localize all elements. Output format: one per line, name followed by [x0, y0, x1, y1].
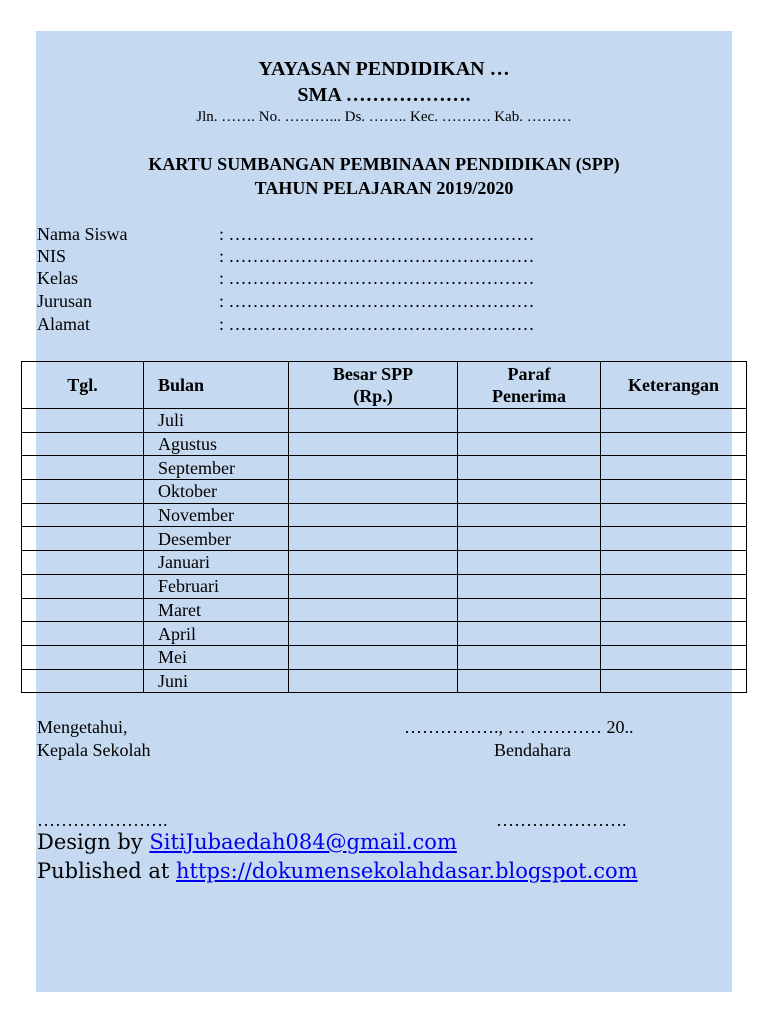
date-line: ……………., … ………… 20.. [404, 717, 634, 737]
cell-bulan: Oktober [144, 480, 289, 504]
header-paraf-line1: Paraf [507, 364, 551, 384]
cell-tgl[interactable] [22, 574, 144, 598]
cell-besar-spp[interactable] [289, 503, 458, 527]
acknowledged-label: Mengetahui, [37, 717, 128, 737]
field-label: Kelas [37, 268, 78, 288]
principal-label: Kepala Sekolah [37, 740, 151, 760]
cell-paraf[interactable] [458, 480, 601, 504]
table-row [22, 456, 747, 480]
field-value: : …………………………………………… [219, 291, 535, 311]
school-year: TAHUN PELAJARAN 2019/2020 [254, 178, 514, 198]
table-row [22, 574, 747, 598]
school-address: Jln. ……. No. ………... Ds. …….. Kec. ………. Kab. ……… [196, 109, 572, 125]
cell-bulan: April [144, 622, 289, 646]
cell-keterangan[interactable] [601, 480, 747, 504]
field-label: NIS [37, 246, 67, 266]
cell-besar-spp[interactable] [289, 551, 458, 575]
cell-bulan: Juni [144, 669, 289, 693]
card-title: KARTU SUMBANGAN PEMBINAAN PENDIDIKAN (SPP) [148, 154, 620, 174]
cell-bulan: September [144, 456, 289, 480]
cell-paraf[interactable] [458, 503, 601, 527]
treasurer-label: Bendahara [494, 740, 571, 760]
cell-bulan: Februari [144, 574, 289, 598]
cell-keterangan[interactable] [601, 456, 747, 480]
cell-keterangan[interactable] [601, 503, 747, 527]
cell-besar-spp[interactable] [289, 456, 458, 480]
field-label: Alamat [37, 314, 90, 334]
cell-besar-spp[interactable] [289, 645, 458, 669]
cell-tgl[interactable] [22, 645, 144, 669]
spp-payment-table [21, 361, 747, 693]
header-tgl: Tgl. [22, 362, 144, 409]
cell-tgl[interactable] [22, 551, 144, 575]
field-value: : …………………………………………… [219, 268, 535, 288]
cell-tgl[interactable] [22, 598, 144, 622]
table-header-row [22, 362, 747, 409]
header-besar-spp-line1: Besar SPP [332, 364, 414, 384]
table-row [22, 622, 747, 646]
cell-keterangan[interactable] [601, 622, 747, 646]
field-jurusan [37, 291, 535, 312]
cell-paraf[interactable] [458, 432, 601, 456]
cell-bulan: November [144, 503, 289, 527]
cell-keterangan[interactable] [601, 598, 747, 622]
cell-keterangan[interactable] [601, 432, 747, 456]
principal-signature-line: …………………. [37, 810, 168, 830]
cell-paraf[interactable] [458, 598, 601, 622]
cell-besar-spp[interactable] [289, 480, 458, 504]
table-row [22, 480, 747, 504]
field-value: : …………………………………………… [219, 224, 535, 244]
header-keterangan: Keterangan [601, 362, 747, 409]
cell-paraf[interactable] [458, 409, 601, 433]
field-nama-siswa [37, 224, 535, 245]
cell-bulan: Agustus [144, 432, 289, 456]
design-credit [37, 830, 457, 854]
cell-keterangan[interactable] [601, 574, 747, 598]
design-credit-prefix: Design by [37, 830, 150, 854]
cell-tgl[interactable] [22, 527, 144, 551]
cell-tgl[interactable] [22, 456, 144, 480]
cell-paraf[interactable] [458, 527, 601, 551]
published-credit [37, 859, 638, 883]
table-row [22, 527, 747, 551]
cell-tgl[interactable] [22, 432, 144, 456]
cell-keterangan[interactable] [601, 527, 747, 551]
header-besar-spp-line2: (Rp.) [353, 386, 393, 406]
cell-besar-spp[interactable] [289, 409, 458, 433]
cell-besar-spp[interactable] [289, 669, 458, 693]
blog-url-link[interactable]: https://dokumensekolahdasar.blogspot.com [176, 859, 638, 883]
cell-tgl[interactable] [22, 622, 144, 646]
table-row [22, 409, 747, 433]
cell-tgl[interactable] [22, 503, 144, 527]
header-besar-spp [289, 362, 458, 409]
table-row [22, 669, 747, 693]
cell-paraf[interactable] [458, 669, 601, 693]
field-kelas [37, 268, 535, 289]
cell-keterangan[interactable] [601, 645, 747, 669]
table-row [22, 551, 747, 575]
cell-paraf[interactable] [458, 551, 601, 575]
header-bulan: Bulan [144, 362, 289, 409]
designer-email-link[interactable]: SitiJubaedah084@gmail.com [149, 830, 457, 854]
table-row [22, 432, 747, 456]
cell-bulan: Desember [144, 527, 289, 551]
table-row [22, 598, 747, 622]
header-paraf-penerima [458, 362, 601, 409]
field-value: : …………………………………………… [219, 246, 535, 266]
cell-paraf[interactable] [458, 456, 601, 480]
cell-bulan: Maret [144, 598, 289, 622]
table-row [22, 503, 747, 527]
treasurer-signature-line: …………………. [496, 810, 627, 830]
cell-besar-spp[interactable] [289, 527, 458, 551]
cell-keterangan[interactable] [601, 409, 747, 433]
cell-tgl[interactable] [22, 409, 144, 433]
cell-paraf[interactable] [458, 622, 601, 646]
field-nis [37, 246, 535, 267]
published-credit-prefix: Published at [37, 859, 177, 883]
cell-paraf[interactable] [458, 645, 601, 669]
cell-besar-spp[interactable] [289, 432, 458, 456]
field-label: Nama Siswa [37, 224, 128, 244]
cell-bulan: Januari [144, 551, 289, 575]
table-row [22, 645, 747, 669]
cell-keterangan[interactable] [601, 551, 747, 575]
cell-paraf[interactable] [458, 574, 601, 598]
field-value: : …………………………………………… [219, 314, 535, 334]
cell-keterangan[interactable] [601, 669, 747, 693]
cell-besar-spp[interactable] [289, 574, 458, 598]
cell-bulan: Juli [144, 409, 289, 433]
cell-tgl[interactable] [22, 669, 144, 693]
school-name: SMA ………………. [297, 84, 471, 106]
cell-bulan: Mei [144, 645, 289, 669]
field-label: Jurusan [37, 291, 92, 311]
foundation-name: YAYASAN PENDIDIKAN … [258, 58, 510, 80]
header-paraf-line2: Penerima [492, 386, 566, 406]
field-alamat [37, 314, 535, 335]
cell-tgl[interactable] [22, 480, 144, 504]
cell-besar-spp[interactable] [289, 598, 458, 622]
cell-besar-spp[interactable] [289, 622, 458, 646]
